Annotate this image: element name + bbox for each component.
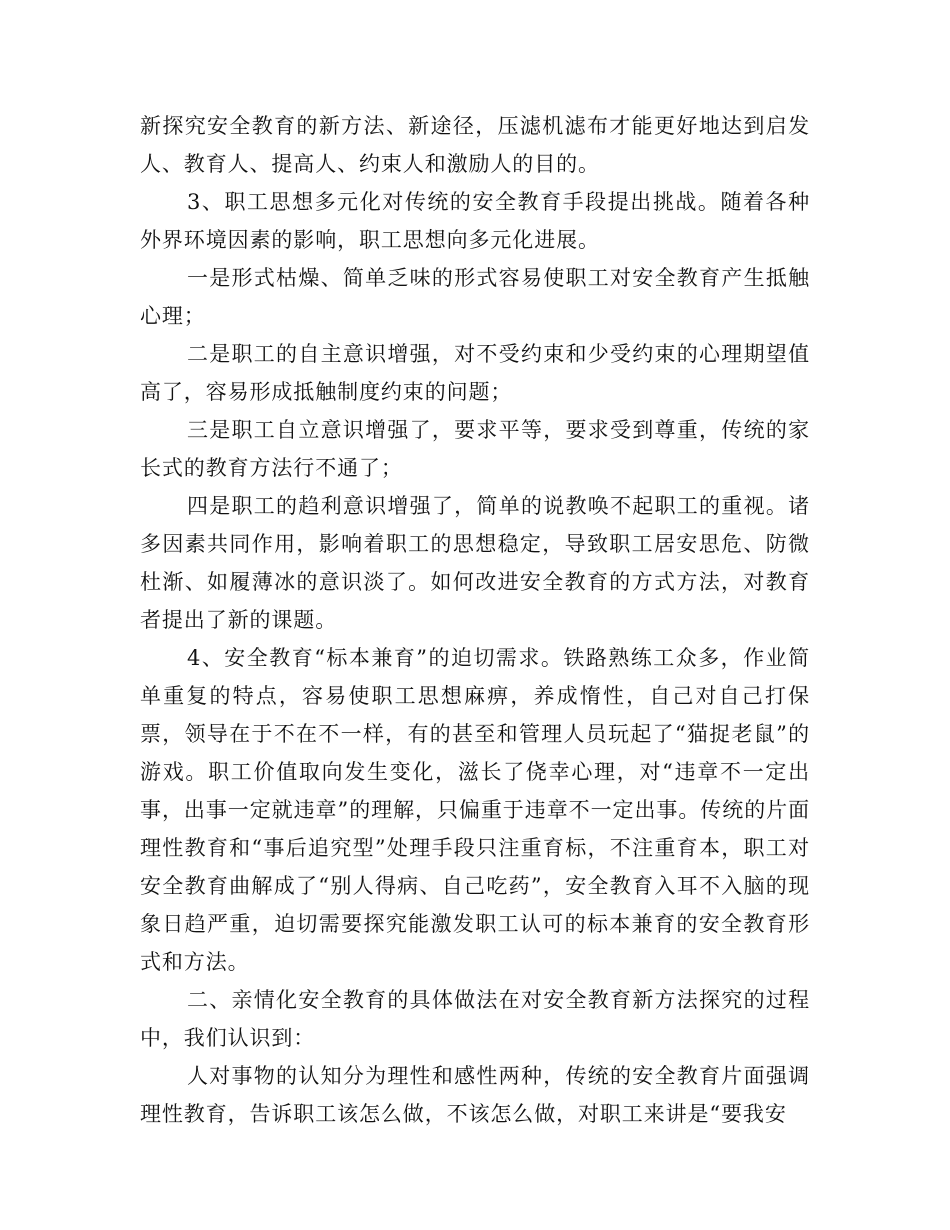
paragraph-3: 一是形式枯燥、简单乏味的形式容易使职工对安全教育产生抵触心理； [140,266,810,328]
paragraph-8: 二、亲情化安全教育的具体做法在对安全教育新方法探究的过程中，我们认识到： [140,988,810,1050]
paragraph-5: 三是职工自立意识增强了，要求平等，要求受到尊重，传统的家长式的教育方法行不通了； [140,418,810,480]
paragraph-2: 3、职工思想多元化对传统的安全教育手段提出挑战。随着各种外界环境因素的影响，职工思想向多元化进展。 [140,190,810,252]
paragraph-9: 人对事物的认知分为理性和感性两种，传统的安全教育片面强调理性教育，告诉职工该怎么做，不该怎么做，对职工来讲是“要我安 [140,1064,810,1126]
paragraph-1: 新探究安全教育的新方法、新途径，压滤机滤布才能更好地达到启发人、教育人、提高人、约束人和激励人的目的。 [140,114,810,176]
paragraph-4: 二是职工的自主意识增强，对不受约束和少受约束的心理期望值高了，容易形成抵触制度约束的问题； [140,342,810,404]
paragraph-6: 四是职工的趋利意识增强了，简单的说教唤不起职工的重视。诸多因素共同作用，影响着职工的思想稳定，导致职工居安思危、防微杜渐、如履薄冰的意识淡了。如何改进安全教育的方式方法，对教育者提出了新的课题。 [140,494,810,632]
document-body [140,107,810,1133]
paragraph-7: 4、安全教育“标本兼育”的迫切需求。铁路熟练工众多，作业简单重复的特点，容易使职工思想麻痹，养成惰性，自己对自己打保票，领导在于不在不一样，有的甚至和管理人员玩起了“猫捉老鼠”的游戏。职工价值取向发生变化，滋长了侥幸心理，对“违章不一定出事，出事一定就违章”的理解，只偏重于违章不一定出事。传统的片面理性教育和“事后追究型”处理手段只注重育标，不注重育本，职工对安全教育曲解成了“别人得病、自己吃药”，安全教育入耳不入脑的现象日趋严重，迫切需要探究能激发职工认可的标本兼育的安全教育形式和方法。 [140,646,810,974]
